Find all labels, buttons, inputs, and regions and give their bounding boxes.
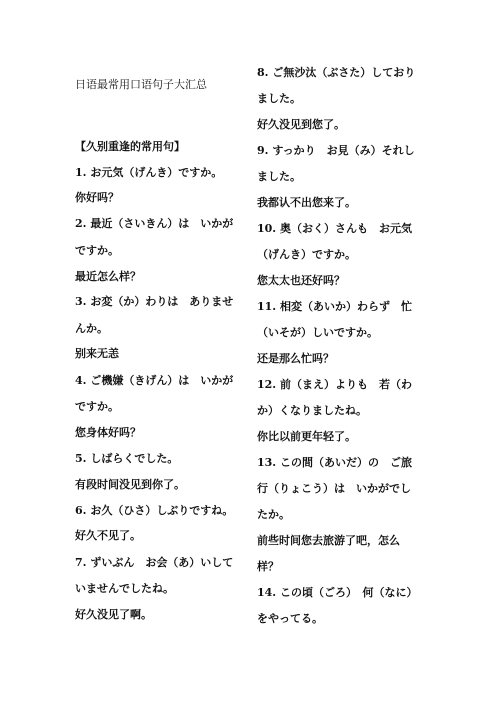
- left-line: 2. 最近（さいきん）は いかが: [75, 217, 234, 230]
- right-line: 10. 奥（おく）さんも お元気: [257, 222, 412, 235]
- right-line: 前些时间您去旅游了吧，怎么: [257, 534, 400, 547]
- right-line: 12. 前（まえ）よりも 若（わ: [257, 378, 412, 391]
- left-line: 4. ご機嫌（きげん）は いかが: [75, 374, 234, 387]
- right-line: （いそが）しいですか。: [257, 326, 378, 339]
- right-line: 你比以前更年轻了。: [257, 430, 356, 443]
- left-line: ですか。: [75, 400, 119, 413]
- right-line: 13. この間（あいだ）の ご旅: [257, 456, 412, 469]
- left-line: いませんでしたね。: [75, 582, 174, 595]
- right-line: 9. すっかり お見（み）それし: [257, 144, 415, 157]
- left-line: 5. しばらくでした。: [75, 452, 179, 465]
- document-title: 日语最常用口语句子大汇总: [75, 78, 207, 91]
- left-line: んか。: [75, 322, 108, 335]
- right-line: 您太太也还好吗？: [257, 274, 345, 287]
- left-line: 有段时间没见到你了。: [75, 478, 185, 491]
- right-line: か）くなりましたね。: [257, 404, 367, 417]
- right-line: 14. この頃（ごろ） 何（なに）: [257, 586, 418, 599]
- left-line: 别来无恙: [75, 347, 119, 360]
- left-line: 最近怎么样？: [75, 270, 141, 283]
- left-line: 1. お元気（げんき）ですか。: [75, 166, 223, 179]
- right-line: 好久没见到您了。: [257, 118, 345, 131]
- left-line: 3. お変（か）わりは ありませ: [75, 295, 234, 308]
- left-line: ですか。: [75, 244, 119, 257]
- right-line: （げんき）ですか。: [257, 248, 356, 261]
- right-line: 行（りょこう）は いかがでし: [257, 482, 411, 495]
- right-line: 11. 相変（あいか）わらず 忙: [257, 300, 412, 313]
- right-line: 8. ご無沙汰（ぶさた）しており: [257, 66, 416, 79]
- right-line: ました。: [257, 92, 301, 105]
- left-line: 好久没见了啊。: [75, 608, 152, 621]
- right-line: 样？: [257, 560, 279, 573]
- left-line: 7. ずいぶん お会（あ）いして: [75, 556, 234, 569]
- right-line: 还是那么忙吗？: [257, 352, 334, 365]
- right-line: ました。: [257, 170, 301, 183]
- left-line: 6. お久（ひさ）しぶりですね。: [75, 504, 234, 517]
- right-line: たか。: [257, 508, 290, 521]
- left-line: 好久不见了。: [75, 529, 141, 542]
- left-line: 你好吗？: [75, 191, 119, 204]
- left-line: 您身体好吗？: [75, 426, 141, 439]
- right-line: をやってる。: [257, 612, 323, 625]
- section-heading: 【久别重逢的常用句】: [75, 140, 185, 153]
- right-line: 我都认不出您来了。: [257, 196, 356, 209]
